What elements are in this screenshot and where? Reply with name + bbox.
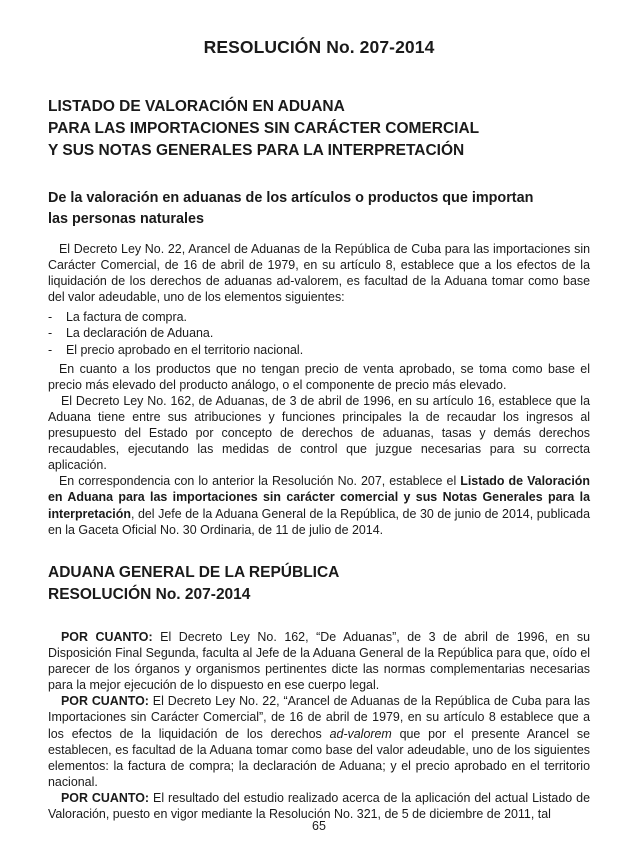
paragraph-italic-text: ad-valorem [329,726,392,741]
por-cuanto-label: POR CUANTO: [61,630,153,644]
list-item-text: El precio aprobado en el territorio nacional. [66,342,304,357]
list-item-text: La factura de compra. [66,310,187,325]
por-cuanto-label: POR CUANTO: [61,694,149,709]
por-cuanto-paragraph [48,693,590,790]
paragraph-text: En correspondencia con lo anterior la Resolución No. 207, establece el [59,474,461,489]
subheading-line: las personas naturales [48,211,204,227]
paragraph-text: que por el presente Arancel se establecen, es facultad de la Aduana tomar como base del valor adeudable, uno de los siguientes elementos: la factura de compra; la declaración de Aduana; y el precio aprobado en el territorio nacional. [48,726,590,789]
page-number: 65 [312,819,326,833]
subheading-line: De la valoración en aduanas de los artículos o productos que importan [48,190,534,206]
body-section-intro [48,241,590,538]
por-cuanto-paragraph [48,629,590,693]
heading-line: RESOLUCIÓN No. 207-2014 [48,586,251,603]
paragraph-text: El Decreto Ley No. 22, “Arancel de Aduanas de la República de Cuba para las Importaciones sin Carácter Comercial”, de 16 de abril de 1979, en su artículo 8 establece que a los efectos de la liquidación de los derechos [48,694,590,741]
paragraph-bold-text: Listado de Valoración en Aduana para las importaciones sin carácter comercial y sus Notas Generales para la interpretación [48,474,590,521]
subheading-valoracion [48,188,608,230]
intro-paragraph: El Decreto Ley No. 22, Arancel de Aduanas de la República de Cuba para las importaciones sin Carácter Comercial, de 16 de abril de 1979, en su artículo 8, establece que a los efectos de la liquidación de los derechos de aduanas ad-valorem, es facultad de la Aduana tomar como base del valor adeudable, uno de los elementos siguientes: [48,242,590,305]
heading-line: PARA LAS IMPORTACIONES SIN CARÁCTER COMERCIAL [48,120,480,137]
heading-line: LISTADO DE VALORACIÓN EN ADUANA [48,98,345,115]
paragraph-precio: En cuanto a los productos que no tengan precio de venta aprobado, se toma como base el precio más elevado del producto análogo, o el componente de precio más elevado. [48,361,590,392]
page-title: RESOLUCIÓN No. 207-2014 [203,37,435,57]
list-dash: - [48,310,53,325]
paragraph-text: El resultado del estudio realizado acerca de la aplicación del actual Listado de Valoración, puesto en vigor mediante la Resolución No. 321, de 5 de diciembre de 2011, tal [48,790,590,822]
paragraph-correspondencia [48,473,590,537]
paragraph-decreto-162: El Decreto Ley No. 162, de Aduanas, de 3 de abril de 1996, en su artículo 16, establece que la Aduana tiene entre sus atribuciones y funciones principales la de recaudar los ingresos al presupuesto del Estado por concepto de derechos de aduanas, tasas y demás derechos recaudables, ejecutando las medidas de control que juzgue necesarias para su correcta aplicación. [48,393,590,473]
list-dash: - [48,342,53,357]
elements-list [48,309,590,357]
list-item [48,309,590,325]
section-heading-listado [48,96,608,162]
list-item [48,342,590,358]
body-section-por-cuanto [48,629,590,822]
paragraph-text: El Decreto Ley No. 162, “De Aduanas”, de 3 de abril de 1996, en su Disposición Final Segunda, faculta al Jefe de la Aduana General de la República para que, oído el parecer de los órganos y organismos pertinentes dicte las normas complementarias necesarias para la mejor ejecución de lo dispuesto en ese cuerpo legal. [48,630,590,693]
por-cuanto-paragraph [48,790,590,822]
list-item-text: La declaración de Aduana. [66,326,214,341]
heading-line: ADUANA GENERAL DE LA REPÚBLICA [48,564,340,581]
por-cuanto-label: POR CUANTO: [61,790,150,805]
list-item [48,325,590,341]
list-dash: - [48,326,53,341]
section-heading-aduana [48,562,608,606]
heading-line: Y SUS NOTAS GENERALES PARA LA INTERPRETACIÓN [48,142,465,159]
paragraph-text: , del Jefe de la Aduana General de la República, de 30 de junio de 2014, publicada en la Gaceta Oficial No. 30 Ordinaria, de 11 de julio de 2014. [48,506,590,537]
